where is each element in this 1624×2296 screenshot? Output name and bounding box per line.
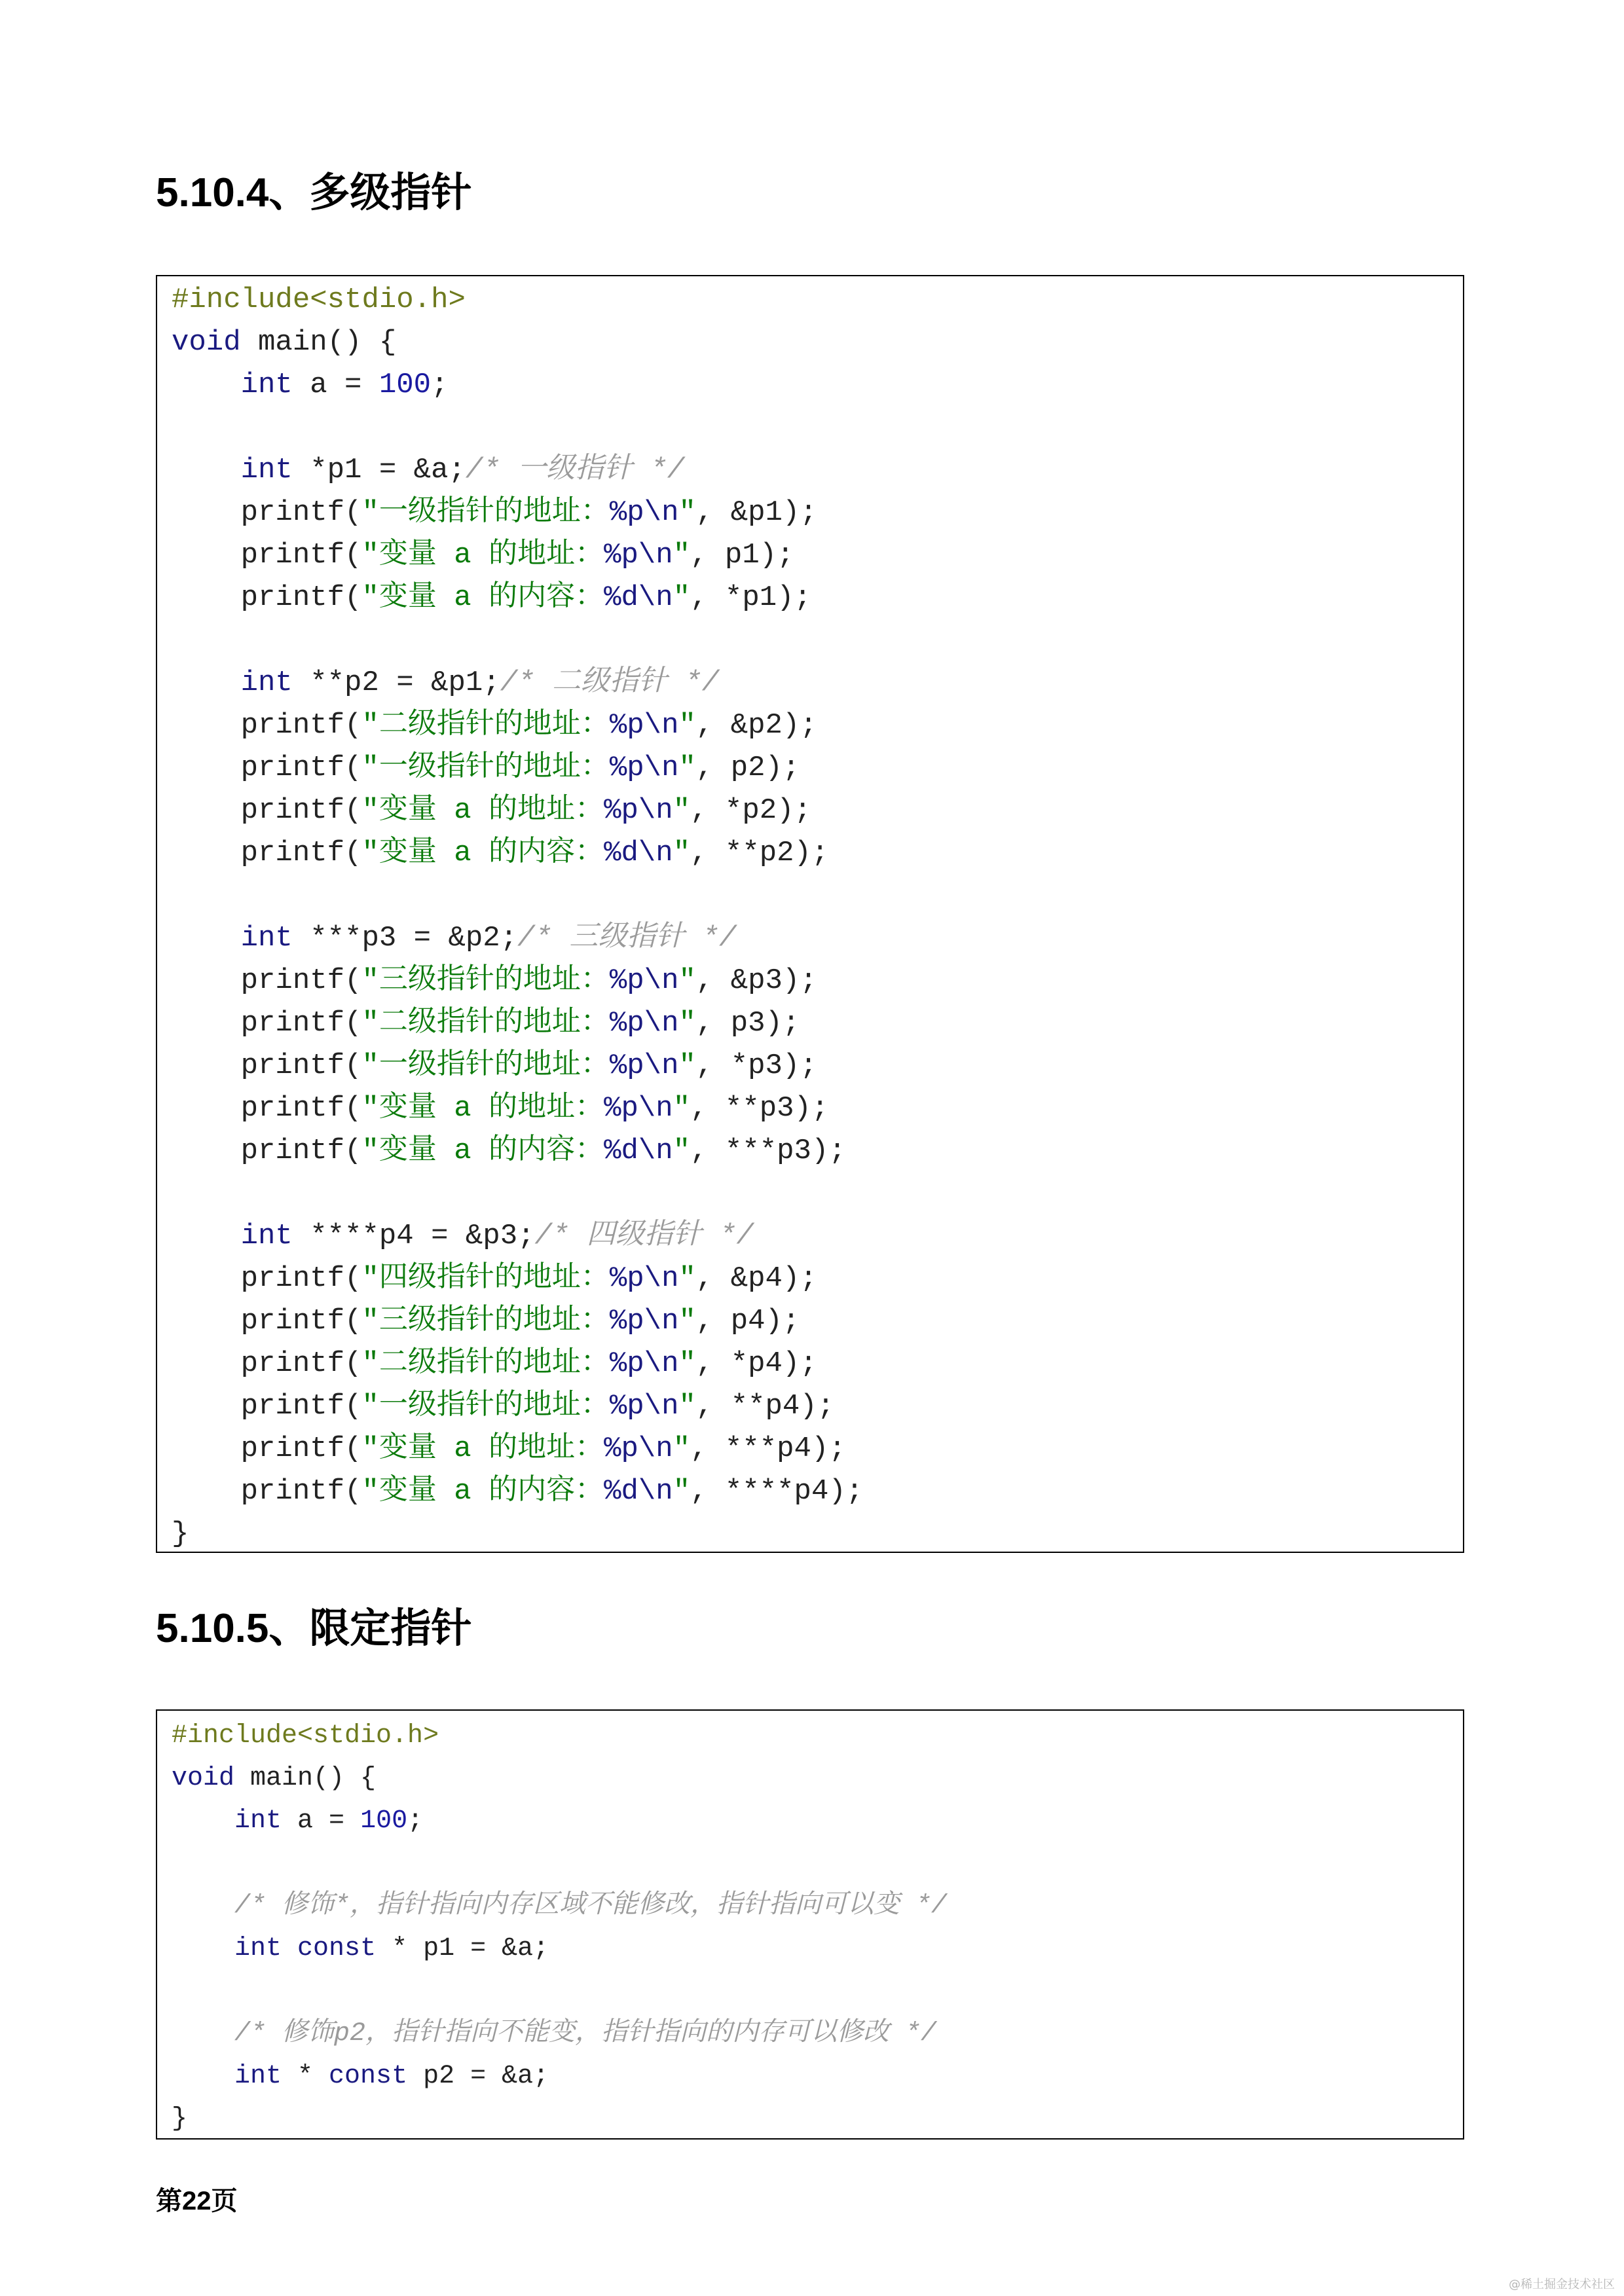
code-token: " bbox=[678, 1049, 696, 1082]
code-token: ; bbox=[407, 1806, 424, 1836]
code-token: "三级指针的地址： bbox=[361, 1305, 610, 1338]
code-token: " bbox=[678, 1262, 696, 1295]
code-token: %p\n bbox=[609, 1390, 679, 1423]
code-token bbox=[172, 922, 241, 955]
code-token: , *p1); bbox=[690, 581, 811, 614]
code-token: /* 一级指针 */ bbox=[465, 454, 685, 486]
code-line bbox=[172, 1385, 1463, 1428]
code-token: printf( bbox=[172, 1390, 362, 1423]
code-token: int bbox=[234, 1934, 282, 1963]
code-token: " bbox=[678, 709, 696, 742]
code-token: , p4); bbox=[695, 1305, 800, 1338]
code-token: " bbox=[678, 1007, 696, 1040]
code-token: int bbox=[234, 2062, 282, 2091]
code-token: printf( bbox=[172, 1347, 362, 1380]
code-token: printf( bbox=[172, 837, 362, 869]
code-token: printf( bbox=[172, 1432, 362, 1465]
code-token: " bbox=[673, 1135, 691, 1167]
code-token: } bbox=[172, 1518, 189, 1550]
code-token: printf( bbox=[172, 1262, 362, 1295]
code-token: " bbox=[673, 837, 691, 869]
code-token bbox=[172, 2062, 234, 2091]
code-token: printf( bbox=[172, 1049, 362, 1082]
code-token: , *p2); bbox=[690, 794, 811, 827]
code-token: " bbox=[678, 496, 696, 529]
code-token: " bbox=[673, 581, 691, 614]
code-token: "一级指针的地址： bbox=[361, 496, 610, 529]
code-token: /* 三级指针 */ bbox=[517, 922, 737, 955]
code-token: "变量 a 的内容： bbox=[361, 1135, 604, 1167]
code-token: int bbox=[234, 1806, 282, 1836]
code-token: "变量 a 的地址： bbox=[361, 1432, 604, 1465]
code-line bbox=[172, 747, 1463, 790]
code-token: " bbox=[678, 752, 696, 784]
code-token: %p\n bbox=[609, 1262, 679, 1295]
code-line bbox=[172, 2013, 1463, 2055]
code-token bbox=[172, 666, 241, 699]
code-token: %p\n bbox=[609, 1305, 679, 1338]
code-token: printf( bbox=[172, 752, 362, 784]
code-token: ****p4 = &p3; bbox=[292, 1220, 535, 1252]
code-token: #include bbox=[172, 1721, 298, 1751]
code-token: printf( bbox=[172, 1092, 362, 1125]
code-token: * p1 = &a; bbox=[376, 1934, 549, 1963]
code-line bbox=[172, 1842, 1463, 1885]
code-token bbox=[282, 1934, 297, 1963]
code-line bbox=[172, 492, 1463, 534]
code-token: " bbox=[678, 964, 696, 997]
code-token: %p\n bbox=[609, 1049, 679, 1082]
code-token: , &p4); bbox=[695, 1262, 817, 1295]
code-token: ***p3 = &p2; bbox=[292, 922, 518, 955]
code-token: , **p2); bbox=[690, 837, 829, 869]
code-token: } bbox=[172, 2104, 188, 2134]
code-line bbox=[172, 1715, 1463, 1757]
code-line bbox=[172, 1885, 1463, 1927]
code-token: printf( bbox=[172, 964, 362, 997]
code-line bbox=[172, 790, 1463, 832]
code-line bbox=[172, 1002, 1463, 1045]
code-token: printf( bbox=[172, 1475, 362, 1508]
section-heading-multilevel-pointer: 5.10.4、多级指针 bbox=[156, 170, 472, 215]
code-token: " bbox=[673, 1432, 691, 1465]
code-line bbox=[172, 1300, 1463, 1343]
code-token bbox=[172, 1934, 234, 1963]
code-token: 100 bbox=[378, 369, 432, 401]
code-line bbox=[172, 1343, 1463, 1385]
code-token: , p3); bbox=[695, 1007, 800, 1040]
code-token: a = bbox=[292, 369, 379, 401]
code-token: <stdio.h> bbox=[297, 1721, 439, 1751]
code-token: "三级指针的地址： bbox=[361, 964, 610, 997]
code-token: /* 修饰p2，指针指向不能变，指针指向的内存可以修改 */ bbox=[234, 2019, 937, 2049]
code-token: %d\n bbox=[604, 837, 673, 869]
code-token: "变量 a 的内容： bbox=[361, 1475, 604, 1508]
code-token bbox=[172, 1220, 241, 1252]
code-token: %p\n bbox=[604, 539, 673, 572]
code-line bbox=[172, 1927, 1463, 1970]
code-token: #include bbox=[172, 283, 310, 316]
code-line bbox=[172, 875, 1463, 917]
page-number: 第22页 bbox=[156, 2187, 238, 2215]
code-token: %d\n bbox=[604, 1135, 673, 1167]
code-token: int bbox=[240, 922, 293, 955]
code-token: " bbox=[678, 1305, 696, 1338]
code-token: printf( bbox=[172, 496, 362, 529]
code-token: %d\n bbox=[604, 1475, 673, 1508]
code-token: %p\n bbox=[604, 1092, 673, 1125]
code-token bbox=[172, 2019, 234, 2049]
code-line bbox=[172, 1258, 1463, 1300]
code-token: " bbox=[673, 1475, 691, 1508]
code-token: , p2); bbox=[695, 752, 800, 784]
code-token: int bbox=[240, 1220, 293, 1252]
code-line bbox=[172, 321, 1463, 364]
code-token bbox=[172, 1806, 234, 1836]
code-token: %d\n bbox=[604, 581, 673, 614]
code-token: int bbox=[240, 369, 293, 401]
code-line bbox=[172, 364, 1463, 407]
code-token: " bbox=[678, 1347, 696, 1380]
code-token: %p\n bbox=[609, 709, 679, 742]
code-token: printf( bbox=[172, 709, 362, 742]
code-line bbox=[172, 1470, 1463, 1513]
code-token: , &p2); bbox=[695, 709, 817, 742]
code-token: 100 bbox=[360, 1806, 408, 1836]
code-line bbox=[172, 1215, 1463, 1258]
code-token: "四级指针的地址： bbox=[361, 1262, 610, 1295]
code-token: , ***p3); bbox=[690, 1135, 846, 1167]
code-token: %p\n bbox=[604, 1432, 673, 1465]
code-token: "一级指针的地址： bbox=[361, 1049, 610, 1082]
code-line bbox=[172, 1513, 1463, 1556]
code-token: "变量 a 的地址： bbox=[361, 539, 604, 572]
code-token: , ****p4); bbox=[690, 1475, 864, 1508]
code-token: , **p4); bbox=[695, 1390, 835, 1423]
code-line bbox=[172, 577, 1463, 619]
code-token: /* 二级指针 */ bbox=[500, 666, 720, 699]
code-token: int bbox=[240, 454, 293, 486]
code-token bbox=[172, 454, 241, 486]
code-token: " bbox=[673, 794, 691, 827]
code-token: %p\n bbox=[609, 752, 679, 784]
code-token bbox=[172, 1891, 234, 1921]
code-token: %p\n bbox=[609, 964, 679, 997]
code-token: ; bbox=[431, 369, 449, 401]
code-token: const bbox=[297, 1934, 377, 1963]
code-token: printf( bbox=[172, 794, 362, 827]
code-token: " bbox=[673, 1092, 691, 1125]
code-line bbox=[172, 1087, 1463, 1130]
code-token: , *p3); bbox=[695, 1049, 817, 1082]
code-token: const bbox=[329, 2062, 408, 2091]
code-token: /* 四级指针 */ bbox=[534, 1220, 754, 1252]
code-token: **p2 = &p1; bbox=[292, 666, 500, 699]
code-line bbox=[172, 279, 1463, 321]
code-token: , &p1); bbox=[695, 496, 817, 529]
code-token: %p\n bbox=[609, 496, 679, 529]
code-line bbox=[172, 1757, 1463, 1800]
code-token: "变量 a 的内容： bbox=[361, 581, 604, 614]
code-line bbox=[172, 662, 1463, 704]
code-token: printf( bbox=[172, 581, 362, 614]
code-token: int bbox=[240, 666, 293, 699]
code-token: printf( bbox=[172, 1007, 362, 1040]
code-line bbox=[172, 832, 1463, 875]
code-token: void bbox=[172, 326, 241, 359]
code-token: "变量 a 的地址： bbox=[361, 794, 604, 827]
code-token: printf( bbox=[172, 1135, 362, 1167]
code-token: %p\n bbox=[609, 1347, 679, 1380]
code-token: void bbox=[172, 1764, 235, 1793]
code-token: " bbox=[678, 1390, 696, 1423]
code-line bbox=[172, 2098, 1463, 2140]
code-line bbox=[172, 704, 1463, 747]
code-token: a = bbox=[282, 1806, 361, 1836]
code-token: "二级指针的地址： bbox=[361, 1007, 610, 1040]
code-line bbox=[172, 1428, 1463, 1470]
section-heading-qualified-pointer: 5.10.5、限定指针 bbox=[156, 1606, 472, 1651]
code-token: p2 = &a; bbox=[407, 2062, 549, 2091]
code-line bbox=[172, 1045, 1463, 1087]
watermark: @稀土掘金技术社区 bbox=[1509, 2278, 1615, 2291]
code-token: %p\n bbox=[609, 1007, 679, 1040]
code-token: "变量 a 的地址： bbox=[361, 1092, 604, 1125]
code-line bbox=[172, 1970, 1463, 2013]
code-line bbox=[172, 1173, 1463, 1215]
code-token: *p1 = &a; bbox=[292, 454, 466, 486]
code-token: "二级指针的地址： bbox=[361, 709, 610, 742]
code-line bbox=[172, 917, 1463, 960]
code-line bbox=[172, 619, 1463, 662]
code-token: , **p3); bbox=[690, 1092, 829, 1125]
code-token: * bbox=[282, 2062, 329, 2091]
code-token: "一级指针的地址： bbox=[361, 1390, 610, 1423]
code-token: "变量 a 的内容： bbox=[361, 837, 604, 869]
code-token: printf( bbox=[172, 539, 362, 572]
code-token bbox=[172, 369, 241, 401]
code-line bbox=[172, 407, 1463, 449]
code-token: /* 修饰*，指针指向内存区域不能修改，指针指向可以变 */ bbox=[234, 1891, 948, 1921]
code-line bbox=[172, 534, 1463, 577]
code-token: <stdio.h> bbox=[310, 283, 466, 316]
code-line bbox=[172, 960, 1463, 1002]
code-token: main() { bbox=[240, 326, 397, 359]
code-token: %p\n bbox=[604, 794, 673, 827]
code-token: "二级指针的地址： bbox=[361, 1347, 610, 1380]
code-block-qualified-pointer bbox=[156, 1709, 1464, 2140]
code-line bbox=[172, 2055, 1463, 2098]
code-line bbox=[172, 1130, 1463, 1173]
code-line bbox=[172, 1800, 1463, 1842]
code-token: , p1); bbox=[690, 539, 794, 572]
code-line bbox=[172, 449, 1463, 492]
code-token: " bbox=[673, 539, 691, 572]
code-token: printf( bbox=[172, 1305, 362, 1338]
code-token: main() { bbox=[234, 1764, 377, 1793]
code-token: "一级指针的地址： bbox=[361, 752, 610, 784]
code-token: , ***p4); bbox=[690, 1432, 846, 1465]
code-block-multilevel-pointer bbox=[156, 275, 1464, 1553]
code-token: , &p3); bbox=[695, 964, 817, 997]
code-token: , *p4); bbox=[695, 1347, 817, 1380]
